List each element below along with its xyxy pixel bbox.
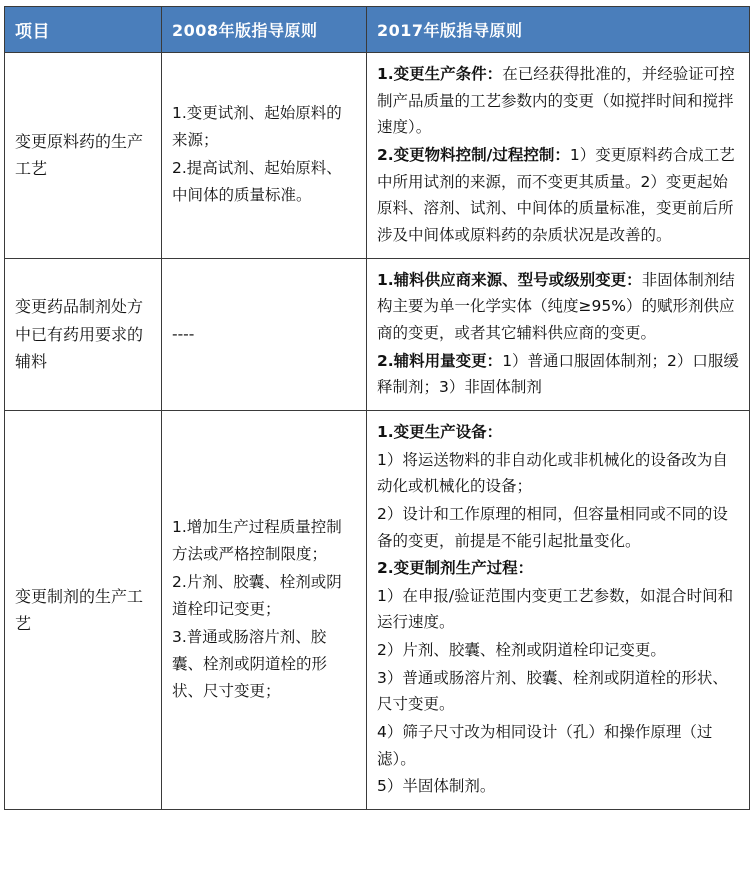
- column-header-2008: 2008年版指导原则: [162, 7, 367, 53]
- paragraph-lead: 2.变更物料控制/过程控制：: [377, 145, 570, 164]
- paragraph-text: 1）在申报/验证范围内变更工艺参数，如混合时间和运行速度。: [377, 586, 734, 632]
- cell-paragraph: [377, 447, 739, 500]
- cell-paragraph: 2.片剂、胶囊、栓剂或阴道栓印记变更；: [172, 572, 342, 618]
- paragraph-text: 5）半固体制剂。: [377, 777, 496, 796]
- row-label-formulation-process: 变更制剂的生产工艺: [5, 410, 162, 809]
- cell-paragraph: [377, 583, 739, 636]
- cell-paragraph: 1.增加生产过程质量控制方法或严格控制限度；: [172, 517, 342, 563]
- table-body: [5, 53, 750, 810]
- cell-paragraph: [377, 719, 739, 772]
- paragraph-text: 1）变更原料药合成工艺中所用试剂的来源，而不变更其质量。2）变更起始原料、溶剂、试剂、中间体的质量标准，变更前后所涉及中间体或原料药的杂质状况是改善的。: [377, 145, 735, 244]
- cell-2008-api-process: [162, 53, 367, 259]
- comparison-table: [4, 6, 750, 810]
- cell-paragraph: [377, 267, 739, 347]
- cell-paragraph: [377, 665, 739, 718]
- cell-2017-formulation-process: [367, 410, 750, 809]
- paragraph-text: 非固体制剂结构主要为单一化学实体（纯度≥95%）的赋形剂供应商的变更，或者其它辅料供应商的变更。: [377, 270, 735, 342]
- paragraph-text: 2）设计和工作原理的相同，但容量相同或不同的设备的变更，前提是不能引起批量变化。: [377, 504, 728, 550]
- cell-2017-api-process: [367, 53, 750, 259]
- table-row: [5, 53, 750, 259]
- cell-paragraph: [377, 61, 739, 141]
- paragraph-text: 在已经获得批准的，并经验证可控制产品质量的工艺参数内的变更（如搅拌时间和搅拌速度）。: [377, 65, 735, 137]
- paragraph-text: 1）将运送物料的非自动化或非机械化的设备改为自动化或机械化的设备；: [377, 450, 728, 496]
- cell-paragraph: 1.变更试剂、起始原料的来源；: [172, 104, 342, 150]
- cell-paragraph: [377, 348, 739, 401]
- cell-2017-excipient: [367, 258, 750, 410]
- column-header-item: 项目: [5, 7, 162, 53]
- column-header-2017: 2017年版指导原则: [367, 7, 750, 53]
- table-row: [5, 410, 750, 809]
- cell-paragraph: [377, 555, 739, 582]
- paragraph-lead: 2.变更制剂生产过程：: [377, 559, 534, 578]
- cell-2008-formulation-process: [162, 410, 367, 809]
- header-row: [5, 7, 750, 53]
- paragraph-lead: 1.变更生产条件：: [377, 65, 503, 83]
- paragraph-text: 2）片剂、胶囊、栓剂或阴道栓印记变更。: [377, 641, 666, 660]
- cell-paragraph: [377, 142, 739, 249]
- paragraph-lead: 2.辅料用量变更：: [377, 351, 503, 370]
- row-label-excipient: 变更药品制剂处方中已有药用要求的辅料: [5, 258, 162, 410]
- paragraph-lead: 1.辅料供应商来源、型号或级别变更：: [377, 270, 642, 289]
- paragraph-text: 1）普通口服固体制剂；2）口服缓释制剂；3）非固体制剂: [377, 351, 739, 397]
- cell-paragraph: 2.提高试剂、起始原料、中间体的质量标准。: [172, 159, 342, 205]
- paragraph-text: 3）普通或肠溶片剂、胶囊、栓剂或阴道栓的形状、尺寸变更。: [377, 668, 728, 714]
- cell-2008-excipient: ----: [162, 258, 367, 410]
- cell-paragraph: 3.普通或肠溶片剂、胶囊、栓剂或阴道栓的形状、尺寸变更；: [172, 628, 328, 701]
- table-row: [5, 258, 750, 410]
- row-label-api-process: 变更原料药的生产工艺: [5, 53, 162, 259]
- table-header: [5, 7, 750, 53]
- paragraph-text: 4）筛子尺寸改为相同设计（孔）和操作原理（过滤）。: [377, 723, 713, 768]
- cell-paragraph: [377, 637, 739, 664]
- paragraph-lead: 1.变更生产设备：: [377, 422, 503, 441]
- cell-paragraph: [377, 419, 739, 446]
- cell-paragraph: [377, 773, 739, 800]
- cell-paragraph: [377, 501, 739, 554]
